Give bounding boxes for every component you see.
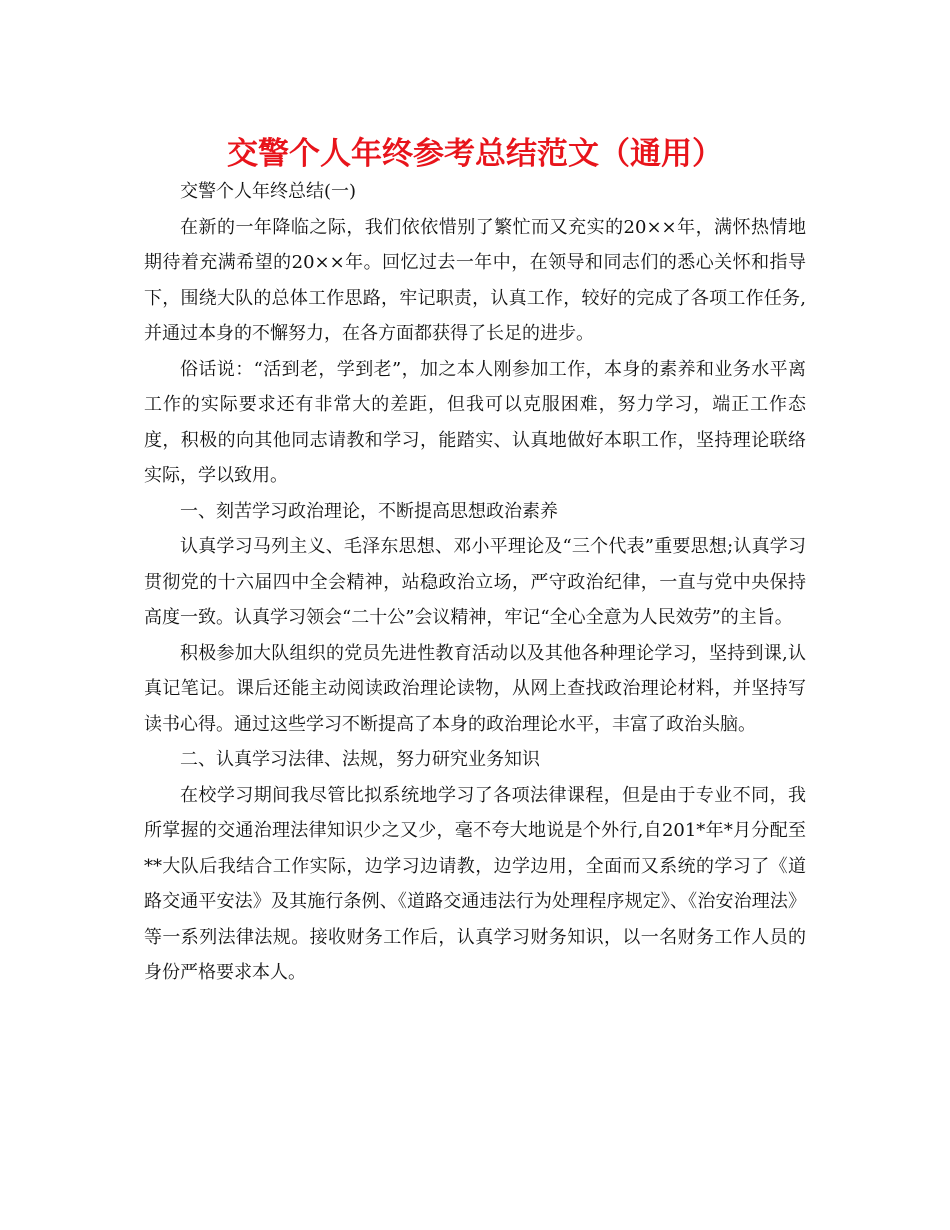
section-heading: 二、认真学习法律、法规，努力研究业务知识 <box>180 749 540 770</box>
body-paragraph: 俗话说：“活到老，学到老”，加之本人刚参加工作，本身的素养和业务水平离工作的实际要求还有非常大的差距，但我可以克服困难，努力学习，端正工作态度，积极的向其他同志请教和学习，能踏实、认真地做好本职工作，坚持理论联络实际，学以致用。 <box>144 358 806 486</box>
body-paragraph: 认真学习马列主义、毛泽东思想、邓小平理论及“三个代表”重要思想;认真学习贯彻党的十六届四中全会精神，站稳政治立场，严守政治纪律，一直与党中央保持高度一致。认真学习领会“二十公”会议精神，牢记“全心全意为人民效劳”的主旨。 <box>144 536 806 628</box>
document-body <box>144 174 806 991</box>
section-heading: 一、刻苦学习政治理论，不断提高思想政治素养 <box>180 500 558 522</box>
body-paragraph: 积极参加大队组织的党员先进性教育活动以及其他各种理论学习，坚持到课,认真记笔记。课后还能主动阅读政治理论读物，从网上查找政治理论材料，并坚持写读书心得。通过这些学习不断提高了本身的政治理论水平，丰富了政治头脑。 <box>144 642 806 735</box>
body-paragraph: 在新的一年降临之际，我们依依惜别了繁忙而又充实的20××年，满怀热情地期待着充满希望的20××年。回忆过去一年中，在领导和同志们的悉心关怀和指导下，围绕大队的总体工作思路，牢记职责，认真工作，较好的完成了各项工作任务,并通过本身的不懈努力，在各方面都获得了长足的进步。 <box>144 216 806 344</box>
section-subtitle: 交警个人年终总结(一) <box>180 181 357 202</box>
body-paragraph: 在校学习期间我尽管比拟系统地学习了各项法律课程，但是由于专业不同，我所掌握的交通治理法律知识少之又少，毫不夸大地说是个外行,自201*年*月分配至**大队后我结合工作实际，边学习边请教，边学边用，全面而又系统的学习了《道路交通平安法》及其施行条例、《道路交通违法行为处理程序规定》、《治安治理法》等一系列法律法规。接收财务工作后，认真学习财务知识，以一名财务工作人员的身份严格要求本人。 <box>144 784 806 983</box>
document-title: 交警个人年终参考总结范文（通用） <box>227 136 723 172</box>
